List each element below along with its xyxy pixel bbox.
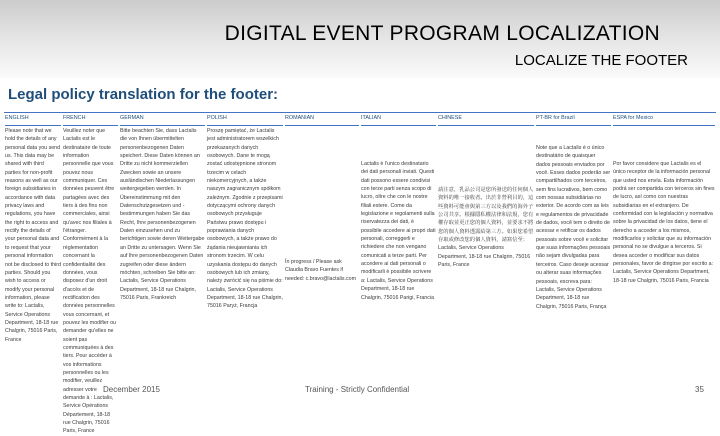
section-heading: Legal policy translation for the footer:: [8, 86, 279, 103]
column-text: Por favor considere que Lactalis es el único receptor de la información personal que usted nos envía. Esta información podrá ser compartida con terceros sin fines de lucro, así como con nuestras subsidiarias en el extranjero. De conformidad con la legislación y normativa sobre la privacidad de los datos, tiene el derecho a acceder a los mismos, modificarlos y solicitar que su información personal no se divulgue a terceros. Si desea acceder o modificar sus datos personales, favor de dirigirse por escrito a: Lactalis, Service Operations Department, 18-18 rue Chalgrin, 75016 Paris, Francia: [613, 161, 715, 284]
column-header: POLISH: [207, 115, 227, 121]
column-header: PT-BR for Brazil: [536, 115, 575, 121]
column-text: În progress / Please ask Claudia Bravo Fuentes if needed: c.bravo@lactalis.com: [285, 259, 357, 282]
column-header: ITALIAN: [361, 115, 381, 121]
slide-title: DIGITAL EVENT PROGRAM LOCALIZATION: [224, 22, 660, 45]
column-header: ROMANIAN: [285, 115, 315, 121]
column-text: Lactalis è l'unico destinatario dei dati personali inviati. Questi dati possono essere condivisi con terze parti senza scopo di lucro, oltre che con le nostre filiali estere. Come da legislazione e regolamenti sulla riservatezza dei dati, è possibile accedere ai propri dati personali, correggerli e richiedere che non vengano comunicati a terze parti. Per accedere ai dati personali o modificarli è possibile scrivere a: Lactalis, Service Operations Department, 18-18 rue Chalgrin, 75016 Parigi, Francia: [361, 161, 436, 301]
translation-table: [4, 112, 716, 435]
column-chinese: [437, 113, 535, 436]
column-header: ESPA for Mexico: [613, 115, 654, 121]
column-text: Note que a Lactalis é o único destinatário de quaisquer dados pessoais enviados por você. Esses dados poderão ser compartilhados com terceiros, sem fins lucrativos, bem como com nossas subsidiárias no exterior. De acordo com as leis e regulamentos de privacidade de dados, você tem o direito de acessar e retificar os dados pessoais sobre você e solicitar que suas informações pessoais não sejam divulgadas para terceiros. Caso deseje acessar ou alterar suas informações pessoais, escreva para: Lactalis, Service Operations Department, 18-18 rue Chalgrin, 75016 Paris, França: [536, 145, 611, 310]
column-header: CHINESE: [438, 115, 462, 121]
column-text: Please note that we hold the details of any personal data you send us. This data may be shared with third parties for non-profit reasons as well as our foreign subsidiaries in accordance with data privacy laws and regulations, you have the right to access and rectify the details of your personal data and to request that your personal information not be disclosed to third parties. Should you wish to access or modify your personal information, please write to: Lactalis, Service Operations Department, 18-18 rue Chalgrin, 75016 Paris, France: [5, 128, 61, 343]
column-header: ENGLISH: [5, 115, 29, 121]
column-text: Proszę pamiętać, że Lactalis jest administratorem wszelkich przekazanych danych osobowych. Dane te mogą zostać udostępnione stronom trzecim w celach niekomercyjnych, a także naszym zagranicznym spółkom zależnym. Zgodnie z przepisami dotyczącymi ochrony danych osobowych przysługuje Państwu prawo dostępu i poprawiania danych osobowych, a także prawo do żądania nieujawniania ich stronom trzecim. W celu uzyskania dostępu do danych osobowych lub ich zmiany, należy zwrócić się na piśmie do: Lactalis, Service Operations Department, 18-18 rue Chalgrin, 75016 Paryż, Francja: [207, 128, 283, 310]
column-polish: [206, 113, 284, 436]
column-pt-br: [535, 113, 612, 436]
footer-page-number: 35: [695, 385, 704, 394]
column-english: [4, 113, 62, 436]
slide-subtitle: LOCALIZE THE FOOTER: [514, 52, 688, 69]
footer-date: December 2015: [103, 385, 160, 394]
column-text: Bitte beachten Sie, dass Lactalis die von Ihnen übermittelten personenbezogenen Daten speichert. Diese Daten können an Dritte zu nicht kommerziellen Zwecken sowie an unsere ausländischen Niederlassungen weitergegeben werden. In Übereinstimmung mit den Datenschutzgesetzen und -bestimmungen haben Sie das Recht, Ihre personenbezogenen Daten einzusehen und zu berichtigen sowie deren Weitergabe an Dritte zu untersagen. Wenn Sie auf Ihre personenbezogenen Daten zugreifen oder diese ändern möchten, schreiben Sie bitte an: Lactalis, Service Operations Department, 18-18 rue Chalgrin, 75016 Paris, Frankreich: [120, 128, 205, 301]
column-header: GERMAN: [120, 115, 144, 121]
footer-confidentiality: Training - Strictly Confidential: [305, 385, 410, 394]
column-header: FRENCH: [63, 115, 86, 121]
column-text: Veuillez noter que Lactalis est le destinataire de toute information personnelle que vous pouvez nous communiquer. Ces données peuvent être partagées avec des tiers à des fins non commerciales, ainsi qu'avec nos filiales à l'étranger. Conformément à la réglementation concernant la confidentialité des données, vous disposez d'un droit d'accès et de rectification des données personnelles vous concernant, et pouvez les modifier ou demander qu'elles ne soient pas communiquées à des tiers. Pour accéder à vos informations personnelles ou les modifier, veuillez adresser votre demande à : Lactalis, Service Opérations Département, 18-18 rue Chalgrin, 75016 Paris, France: [63, 128, 116, 435]
column-text: 請注意，乳品公司是您所發送的任何個人資料的唯一接收者。出於非營利目的，這些資料可能會與第三方以及我們的海外子公司共享。根據隱私權法律和法規，您有權存取並更正您的個人資料，並要求不將您的個人資料透露給第三方。如果您希望存取或修改您的個人資料，請寫信至：Lactalis, Service Operations Department, 18-18 rue Chalgrin, 75016 Paris, France: [438, 187, 534, 269]
